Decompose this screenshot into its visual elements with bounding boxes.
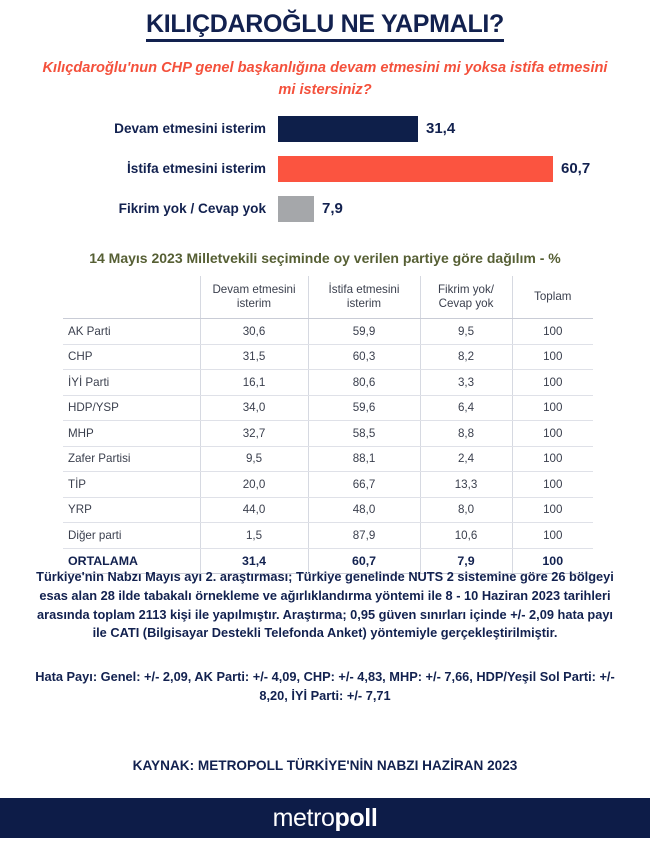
cell-party: İYİ Parti (63, 370, 200, 396)
cell-istifa: 66,7 (308, 472, 420, 498)
page-title-text: KILIÇDAROĞLU NE YAPMALI? (146, 10, 504, 42)
margin-of-error-text: Hata Payı: Genel: +/- 2,09, AK Parti: +/- 4,09, CHP: +/- 4,83, MHP: +/- 7,66, HDP/Yeşil Sol Parti: +/- 8,20, İYİ Parti: +/- 7,71 (35, 669, 615, 703)
table-row (63, 446, 593, 472)
cell-istifa: 60,3 (308, 344, 420, 370)
table-body (63, 319, 593, 574)
bar-fill-devam (278, 116, 418, 142)
table-header-istifa (308, 276, 420, 319)
cell-fikrim: 7,9 (420, 548, 512, 574)
logo-bold-part: poll (334, 803, 378, 832)
page-title (0, 10, 650, 39)
cell-toplam: 100 (512, 497, 593, 523)
table-row (63, 370, 593, 396)
table-header-party (63, 276, 200, 319)
bar-row (0, 116, 650, 144)
cell-fikrim: 8,0 (420, 497, 512, 523)
bar-row (0, 196, 650, 224)
bar-label: Fikrim yok / Cevap yok (118, 201, 266, 216)
cell-istifa: 59,6 (308, 395, 420, 421)
cell-devam: 9,5 (200, 446, 308, 472)
cell-party: Diğer parti (63, 523, 200, 549)
cell-toplam: 100 (512, 395, 593, 421)
cell-istifa: 60,7 (308, 548, 420, 574)
cell-devam: 30,6 (200, 319, 308, 345)
cell-toplam: 100 (512, 370, 593, 396)
footer-bar (0, 798, 650, 838)
cell-toplam: 100 (512, 446, 593, 472)
header-line-2: isterim (236, 297, 272, 310)
cell-party: MHP (63, 421, 200, 447)
breakdown-table (63, 276, 593, 574)
bar-row (0, 156, 650, 184)
table-row (63, 523, 593, 549)
cell-party: TİP (63, 472, 200, 498)
cell-istifa: 59,9 (308, 319, 420, 345)
bar-label: İstifa etmesini isterim (126, 161, 266, 176)
cell-devam: 16,1 (200, 370, 308, 396)
cell-devam: 31,5 (200, 344, 308, 370)
cell-toplam: 100 (512, 548, 593, 574)
cell-fikrim: 8,8 (420, 421, 512, 447)
cell-istifa: 80,6 (308, 370, 420, 396)
header-line-1: İstifa etmesini (328, 282, 400, 296)
logo-light-part: metro (272, 803, 335, 832)
cell-istifa: 58,5 (308, 421, 420, 447)
cell-toplam: 100 (512, 421, 593, 447)
cell-fikrim: 13,3 (420, 472, 512, 498)
table-row (63, 344, 593, 370)
cell-party: Zafer Partisi (63, 446, 200, 472)
bar-chart (0, 116, 650, 224)
cell-devam: 34,0 (200, 395, 308, 421)
bar-value: 7,9 (322, 200, 343, 217)
cell-fikrim: 8,2 (420, 344, 512, 370)
cell-toplam: 100 (512, 472, 593, 498)
source-line: KAYNAK: METROPOLL TÜRKİYE'NİN NABZI HAZİRAN 2023 (132, 758, 518, 773)
bar-label: Devam etmesini isterim (114, 121, 266, 136)
cell-toplam: 100 (512, 319, 593, 345)
cell-istifa: 87,9 (308, 523, 420, 549)
table-row (63, 472, 593, 498)
table-header-fikrim (420, 276, 512, 319)
cell-istifa: 48,0 (308, 497, 420, 523)
methodology-text: Türkiye'nin Nabzı Mayıs ayı 2. araştırması; Türkiye genelinde NUTS 2 sistemine göre 26 bölgeyi esas alan 28 ilde tabakalı örnekleme ve ağırlıklandırma yöntemi ile 8 - 10 Haziran 2023 tarihleri arasında toplam 2113 kişi ile yapılmıştır. Araştırma; 0,95 güven sınırları içinde +/- 2,09 hata payı ile CATI (Bilgisayar Destekli Telefonda Anket) yöntemiyle gerçekleştirilmiştir. (36, 569, 614, 641)
bar-track (278, 156, 553, 182)
table-header-devam (200, 276, 308, 319)
header-line-1: Devam etmesini (212, 282, 296, 296)
table-row (63, 395, 593, 421)
cell-devam: 44,0 (200, 497, 308, 523)
cell-fikrim: 2,4 (420, 446, 512, 472)
bar-fill-istifa (278, 156, 553, 182)
cell-devam: 31,4 (200, 548, 308, 574)
bar-value: 60,7 (561, 160, 591, 177)
cell-party: CHP (63, 344, 200, 370)
cell-party: ORTALAMA (63, 548, 200, 574)
bar-track (278, 196, 314, 222)
cell-party: YRP (63, 497, 200, 523)
cell-toplam: 100 (512, 344, 593, 370)
table-header-toplam: Toplam (512, 276, 593, 319)
cell-fikrim: 6,4 (420, 395, 512, 421)
breakdown-table-wrapper (63, 276, 593, 574)
cell-devam: 32,7 (200, 421, 308, 447)
poll-question: Kılıçdaroğlu'nun CHP genel başkanlığına devam etmesini mi yoksa istifa etmesini mi istersiniz? (42, 60, 608, 98)
table-row (63, 421, 593, 447)
bar-value: 31,4 (426, 120, 456, 137)
cell-istifa: 88,1 (308, 446, 420, 472)
cell-fikrim: 9,5 (420, 319, 512, 345)
table-head (63, 276, 593, 319)
metropoll-logo (272, 803, 378, 832)
header-line-2: isterim (346, 297, 382, 310)
cell-fikrim: 10,6 (420, 523, 512, 549)
cell-devam: 20,0 (200, 472, 308, 498)
cell-party: HDP/YSP (63, 395, 200, 421)
table-row (63, 319, 593, 345)
cell-toplam: 100 (512, 523, 593, 549)
header-line-2: Cevap yok (438, 297, 494, 310)
cell-fikrim: 3,3 (420, 370, 512, 396)
cell-party: AK Parti (63, 319, 200, 345)
cell-devam: 1,5 (200, 523, 308, 549)
bar-fill-fikrim (278, 196, 314, 222)
header-line-1: Fikrim yok/ (437, 282, 495, 296)
table-row (63, 497, 593, 523)
bar-track (278, 116, 418, 142)
breakdown-heading: 14 Mayıs 2023 Milletvekili seçiminde oy verilen partiye göre dağılım - % (89, 250, 561, 266)
table-header-row (63, 276, 593, 319)
